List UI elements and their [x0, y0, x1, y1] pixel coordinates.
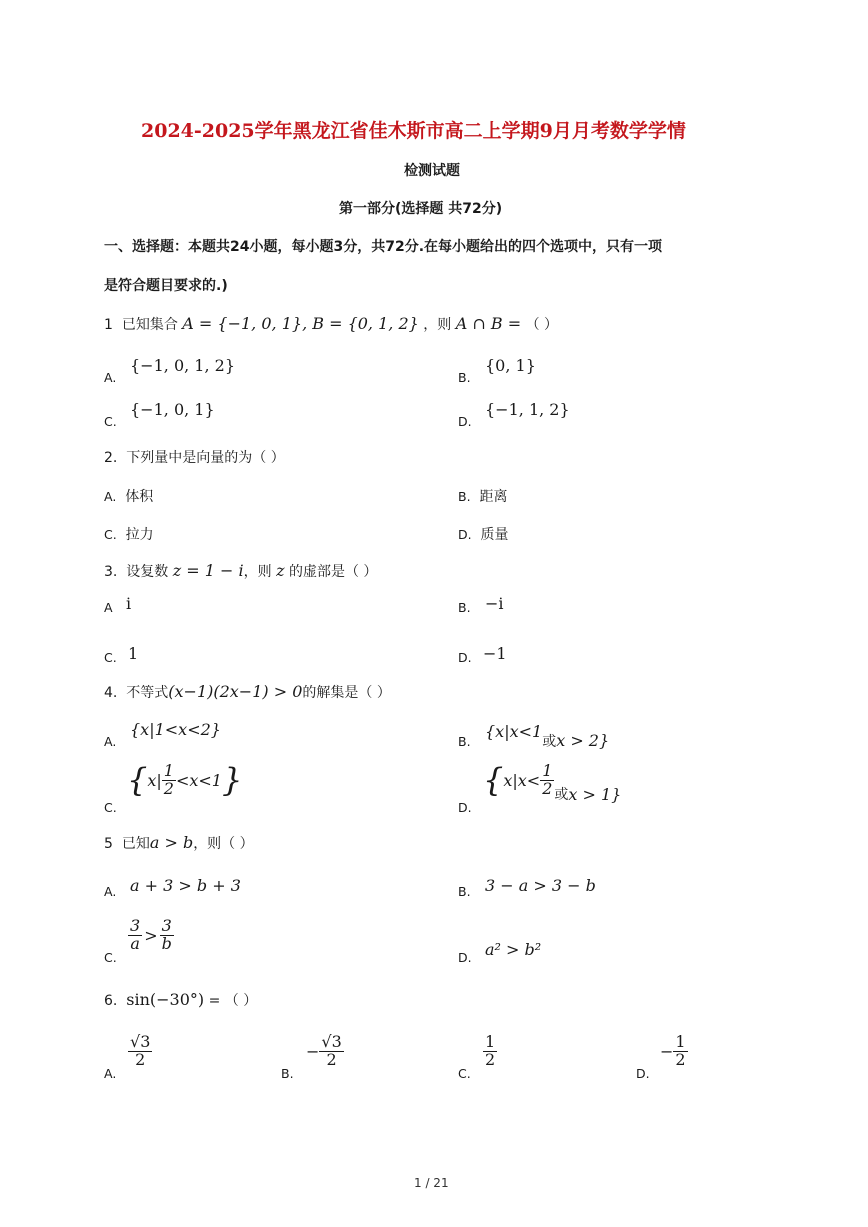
fraction-numerator: 3: [130, 916, 141, 935]
option-label: C.: [104, 950, 117, 965]
option-a: {x|1<x<2}: [130, 720, 221, 739]
question-4-stem: [104, 682, 391, 702]
fraction-denominator: 2: [675, 1049, 686, 1069]
fraction-denominator: a: [130, 933, 140, 953]
question-number: 1: [104, 317, 113, 333]
option-text: 或: [542, 734, 557, 750]
option-d: a² > b²: [485, 940, 542, 959]
fraction: [160, 918, 174, 953]
option-b: −i: [485, 594, 504, 613]
fraction-denominator: 2: [542, 778, 553, 798]
option-b: 3 − a > 3 − b: [485, 876, 596, 895]
question-number: 3.: [104, 564, 118, 580]
stem-text: ，则: [243, 564, 272, 580]
option-label: A.: [104, 734, 117, 749]
question-1-stem: [104, 314, 558, 334]
option-label: B.: [458, 489, 471, 504]
option-label: D.: [458, 414, 472, 429]
question-number: 2.: [104, 450, 118, 466]
option-label: C.: [104, 414, 117, 429]
stem-text: 下列量中是向量的为（ ）: [126, 450, 285, 466]
part-heading: 第一部分(选择题 共72分): [339, 201, 503, 217]
option-label: D.: [636, 1066, 650, 1081]
option-c: [104, 524, 154, 544]
option-text: 质量: [480, 527, 509, 543]
fraction-denominator: 2: [135, 1049, 146, 1069]
question-number: 5: [104, 836, 113, 852]
option-math: {x|x<1: [485, 722, 543, 741]
stem-math: A ∩ B =: [455, 314, 522, 333]
stem-text: 不等式: [126, 685, 169, 701]
option-a: [128, 1034, 152, 1069]
fraction-numerator: 3: [161, 916, 172, 935]
option-a: {−1, 0, 1, 2}: [130, 356, 235, 375]
option-label: B.: [458, 734, 471, 749]
fraction: [128, 918, 142, 953]
option-label: D.: [458, 800, 472, 815]
stem-text: 的虚部是（ ）: [288, 564, 378, 580]
option-label: A.: [104, 884, 117, 899]
question-6-stem: [104, 990, 257, 1010]
option-text: 距离: [479, 489, 508, 505]
option-c: [127, 763, 242, 798]
option-math: x > 2}: [556, 731, 610, 750]
option-text: 拉力: [125, 527, 154, 543]
option-label: B.: [458, 370, 471, 385]
section-instruction-line1: 一、选择题：本题共24小题，每小题3分，共72分.在每小题给出的四个选项中，只有一项: [104, 239, 663, 255]
option-d: −1: [483, 644, 507, 663]
fraction-numerator: 1: [163, 761, 174, 780]
fraction-numerator: √3: [130, 1032, 151, 1051]
option-d: [458, 524, 509, 544]
option-math: x|x<: [503, 770, 541, 790]
fraction: [673, 1034, 687, 1069]
page-number: 1 / 21: [414, 1176, 449, 1190]
fraction-numerator: 1: [485, 1032, 496, 1051]
fraction: [540, 763, 554, 798]
answer-paren: （ ）: [525, 317, 559, 333]
stem-math: z = 1 − i: [172, 561, 244, 580]
stem-var: z: [276, 561, 285, 580]
stem-text: 的解集是（ ）: [302, 685, 391, 701]
fraction: [319, 1034, 343, 1069]
brace-right: }: [221, 761, 243, 800]
option-label: B.: [458, 884, 471, 899]
option-label: D.: [458, 650, 472, 665]
stem-math: sin(−30°): [126, 990, 205, 1009]
option-text: 或: [554, 787, 569, 804]
option-d: [660, 1034, 688, 1069]
option-a: a + 3 > b + 3: [130, 876, 241, 895]
brace-left: {: [483, 761, 504, 800]
fraction-numerator: 1: [542, 761, 553, 780]
question-2-stem: [104, 447, 285, 467]
fraction-numerator: √3: [321, 1032, 342, 1051]
stem-text: 设复数: [126, 564, 169, 580]
option-b: [485, 722, 610, 750]
option-label: D.: [458, 527, 472, 542]
option-text: 体积: [125, 489, 154, 505]
option-b: [458, 486, 507, 506]
stem-math: (x−1)(2x−1) > 0: [168, 682, 303, 701]
option-a: [104, 486, 153, 506]
fraction-numerator: 1: [675, 1032, 686, 1051]
brace-left: {: [127, 761, 148, 800]
question-3-stem: [104, 561, 377, 581]
option-label: C.: [104, 527, 117, 542]
question-number: 6.: [104, 993, 118, 1009]
option-b: [306, 1034, 344, 1069]
option-label: C.: [458, 1066, 471, 1081]
section-instruction-line2: 是符合题目要求的.): [104, 278, 228, 294]
option-sign: −: [306, 1041, 320, 1061]
option-label: D.: [458, 950, 472, 965]
fraction-denominator: 2: [485, 1049, 496, 1069]
option-label: A.: [104, 1066, 117, 1081]
option-math: >: [144, 925, 158, 945]
question-5-stem: [104, 833, 254, 853]
option-math: x|: [147, 770, 162, 790]
option-c: [483, 1034, 497, 1069]
option-label: B.: [281, 1066, 294, 1081]
option-label: A.: [104, 370, 117, 385]
option-c: [128, 918, 174, 953]
fraction: [162, 763, 176, 798]
stem-text: ，则: [423, 317, 452, 333]
option-c: {−1, 0, 1}: [130, 400, 215, 419]
stem-math: A = {−1, 0, 1}, B = {0, 1, 2}: [182, 314, 419, 333]
fraction: [128, 1034, 152, 1069]
document-subtitle: 检测试题: [404, 163, 460, 179]
question-number: 4.: [104, 685, 118, 701]
fraction-denominator: b: [161, 933, 172, 953]
stem-text: 已知: [121, 836, 150, 852]
option-sign: −: [660, 1041, 674, 1061]
option-label: B.: [458, 600, 471, 615]
fraction-denominator: 2: [326, 1049, 337, 1069]
option-b: {0, 1}: [485, 356, 536, 375]
option-label: C.: [104, 800, 117, 815]
stem-text: 已知集合: [121, 317, 178, 333]
option-a: i: [126, 594, 132, 613]
fraction: [483, 1034, 497, 1069]
stem-text: ，则（ ）: [193, 836, 254, 852]
option-label: A: [104, 600, 113, 615]
option-math: <x<1: [175, 770, 222, 790]
option-math: x > 1}: [568, 784, 622, 804]
fraction-denominator: 2: [163, 778, 174, 798]
option-c: 1: [128, 644, 139, 663]
option-d: [483, 761, 622, 804]
option-label: C.: [104, 650, 117, 665]
option-d: {−1, 1, 2}: [485, 400, 570, 419]
stem-math: a > b: [149, 833, 194, 852]
stem-text: = （ ）: [208, 993, 258, 1009]
option-label: A.: [104, 489, 117, 504]
document-title: 2024-2025学年黑龙江省佳木斯市高二上学期9月月考数学学情: [141, 120, 686, 142]
